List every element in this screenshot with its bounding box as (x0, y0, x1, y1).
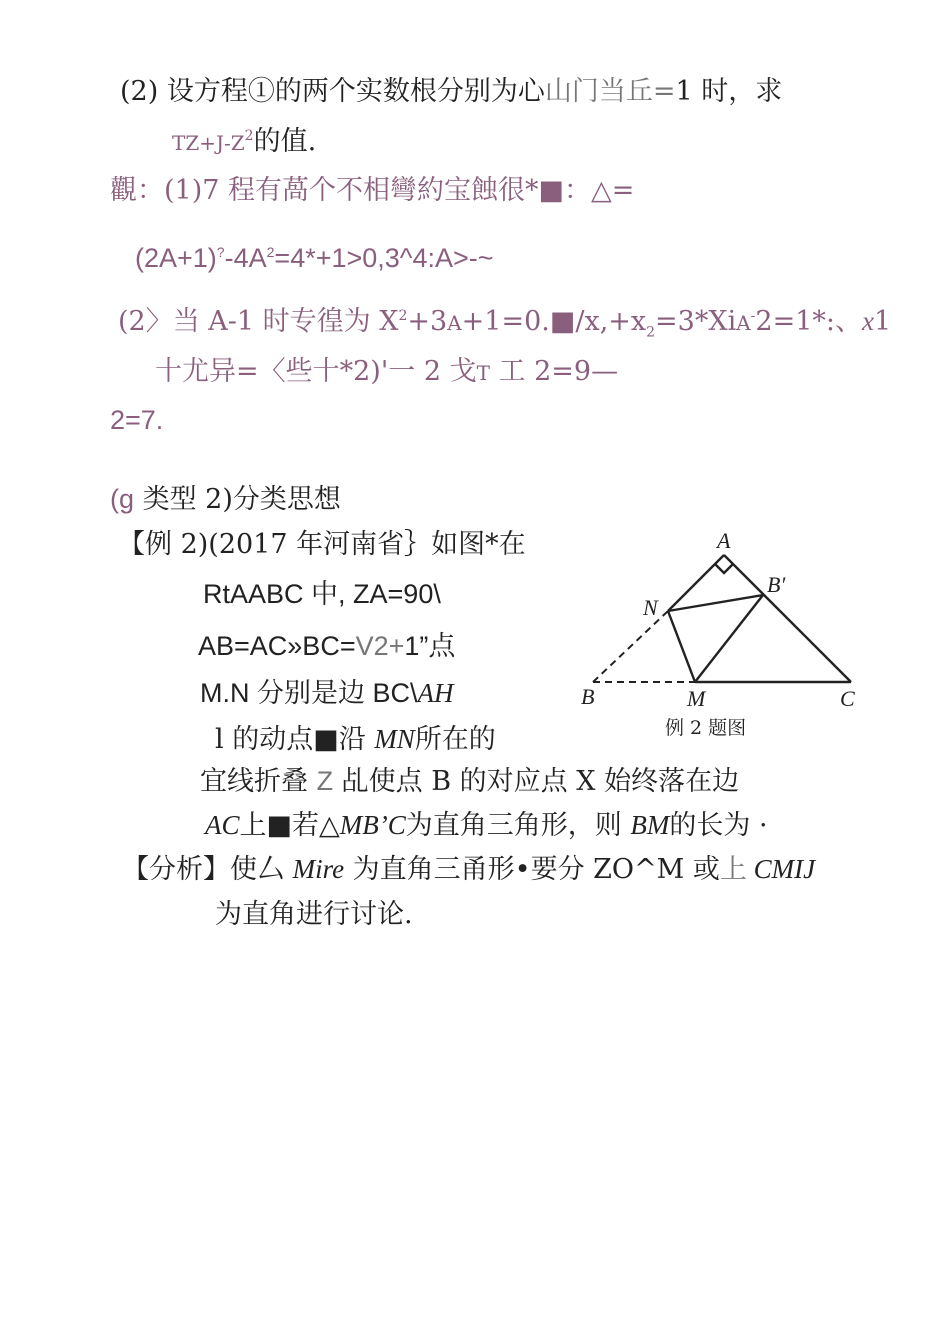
text: 1”点 (404, 631, 456, 661)
text: BM (630, 810, 670, 840)
text: 山门当丘= (544, 76, 676, 107)
line-14 (200, 768, 739, 795)
segment-m-bprime (695, 595, 763, 682)
text: MB’C (339, 810, 406, 840)
text: RtAABC 中, ZA=90\ (203, 579, 441, 609)
text: MN (374, 724, 415, 754)
text: +1=0.■/x,+x (461, 306, 647, 337)
label-m: M (687, 686, 706, 711)
line-5 (118, 306, 892, 341)
line-3 (110, 177, 634, 204)
text: 的长为 · (669, 810, 768, 841)
text: 上 (719, 854, 747, 885)
text: Z (316, 766, 334, 796)
text: x (861, 306, 874, 336)
text: 1 (873, 306, 892, 337)
text: AH (417, 678, 454, 708)
text: - (750, 308, 756, 324)
line-6 (155, 358, 618, 385)
line-13 (215, 726, 496, 753)
text: 宜线折叠 (200, 766, 317, 797)
segment-a-c (724, 555, 851, 682)
text: CMIJ (746, 854, 816, 884)
text: -4A (224, 243, 267, 273)
text: 上■若△ (239, 810, 340, 841)
text: TZ+J-Z (172, 131, 245, 155)
text: 为直角进行讨论. (215, 899, 413, 930)
line-8 (110, 486, 341, 513)
line-2 (172, 128, 316, 155)
text: AB=AC»BC= (198, 631, 356, 661)
line-15 (205, 812, 768, 839)
text: 觀：(1)7 程有萵个不相彎約宝蝕很*■：△= (110, 175, 635, 206)
text: Mire (292, 854, 345, 884)
label-b-prime: B′ (767, 572, 786, 597)
text: A (447, 311, 462, 335)
text: (g (110, 484, 135, 514)
text: 十尤异=〈些十*2)'一 2 戈 (155, 356, 477, 387)
text: T (476, 361, 490, 385)
text: 2 (244, 128, 254, 144)
geometry-figure (575, 520, 865, 750)
line-4 (135, 245, 494, 272)
text: V2+ (355, 631, 405, 661)
text: 2 (646, 324, 656, 341)
label-n: N (643, 595, 658, 620)
text: 工 2=9— (489, 356, 619, 387)
text: 2=7. (110, 405, 164, 435)
line-1 (120, 78, 782, 105)
text: 【例 2)(2017 年河南省｝如图*在 (118, 529, 526, 560)
text: 2=1*:、 (755, 306, 862, 337)
text: 2 (398, 308, 408, 324)
line-9 (118, 531, 526, 558)
text: (2〉当 A-1 时专徨为 X (118, 306, 399, 337)
text: 【分析】使厶 (122, 854, 293, 885)
text: (2) 设方程①的两个实数根分别为心 (120, 76, 545, 107)
text: +3 (407, 306, 448, 337)
text: 乩使点 B 的对应点 X 始终落在边 (333, 766, 740, 797)
text: 为直角三甬形•要分 ZO^M 或 (344, 854, 720, 885)
text: =4*+1>0,3^4:A>-~ (274, 243, 494, 273)
text: 1 时，求 (675, 76, 783, 107)
figure-caption: 例 2 题图 (665, 717, 747, 739)
text: 类型 2)分类思想 (134, 484, 341, 515)
text: 的值. (253, 126, 317, 157)
text: M.N 分别是边 BC\ (200, 678, 418, 708)
text: ? (216, 244, 225, 260)
label-a: A (717, 528, 731, 553)
text: =3*Xi (655, 306, 737, 337)
text: A (736, 311, 751, 335)
text: AC (205, 810, 240, 840)
label-c: C (840, 686, 855, 711)
text: 所在的 (414, 724, 496, 755)
dashed-b-n (593, 611, 668, 682)
label-b: B (581, 684, 595, 709)
line-17 (215, 901, 413, 928)
line-11 (198, 633, 455, 660)
line-10 (203, 581, 441, 608)
line-12 (200, 680, 454, 707)
text: (2A+1) (135, 243, 217, 273)
line-7 (110, 407, 163, 434)
text: 2 (266, 244, 275, 260)
text: l 的动点■沿 (215, 724, 375, 755)
text: 为直角三角形，则 (405, 810, 631, 841)
segment-n-m (668, 611, 695, 682)
line-16 (122, 856, 815, 883)
right-angle-mark (715, 564, 733, 573)
